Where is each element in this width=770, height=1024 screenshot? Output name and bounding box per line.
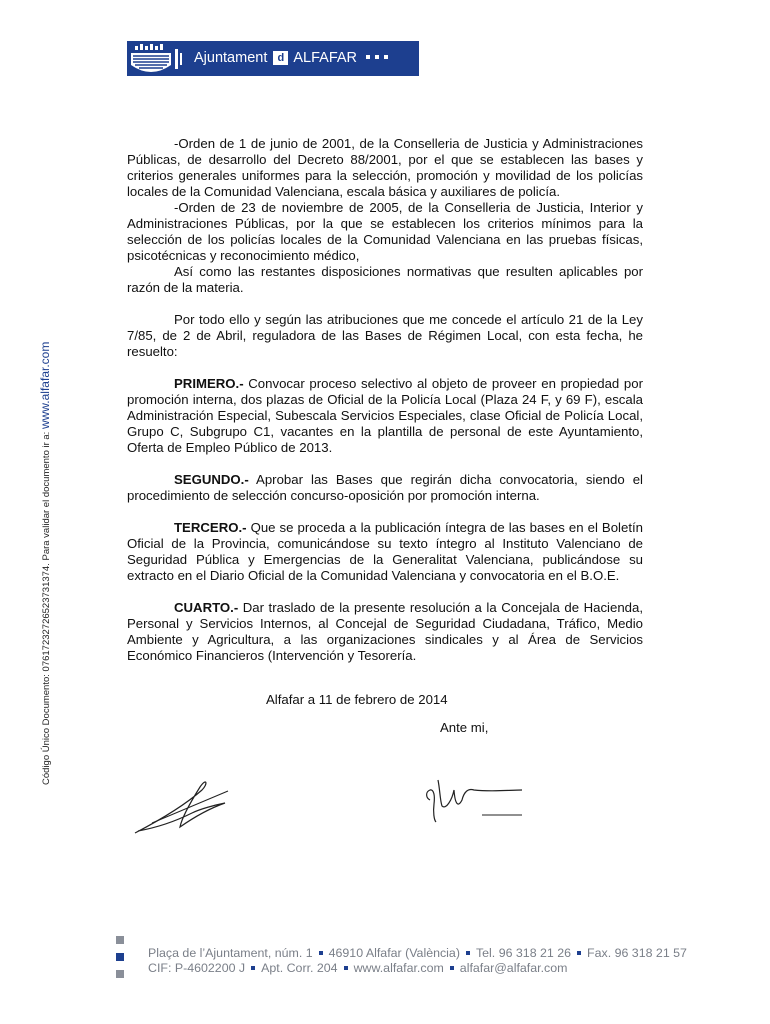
footer-email[interactable]: alfafar@alfafar.com xyxy=(459,961,568,975)
header-banner xyxy=(127,41,419,76)
footer-square-icon xyxy=(116,953,124,961)
brand-right: ALFAFAR xyxy=(293,50,358,66)
footer-city: 46910 Alfafar (València) xyxy=(328,946,460,960)
validation-sidebar xyxy=(38,342,52,785)
paragraph: -Orden de 1 de junio de 2001, de la Conselleria de Justicia y Administraciones Públicas, de desarrollo del Decreto 88/2001, por el que se establecen las bases y criterios generales uniformes para la selección, promoción y movilidad de los policías locales de la Comunidad Valenciana, escala básica y auxiliares de policía. xyxy=(127,136,643,199)
separator-dot-icon xyxy=(251,966,255,970)
ante-mi-label: Ante mi, xyxy=(440,720,489,735)
separator-dot-icon xyxy=(450,966,454,970)
separator-dot-icon xyxy=(344,966,348,970)
separator-dot-icon xyxy=(577,951,581,955)
resolution-label: PRIMERO.- xyxy=(174,376,244,391)
paragraph: Por todo ello y según las atribuciones que me concede el artículo 21 de la Ley 7/85, de 2 de Abril, reguladora de las Bases de Régimen Local, con esta fecha, he resuelto: xyxy=(127,312,643,359)
footer-squares xyxy=(116,936,124,987)
separator-dot-icon xyxy=(319,951,323,955)
brand-left: Ajuntament xyxy=(194,50,268,66)
resolution-label: SEGUNDO.- xyxy=(174,472,249,487)
document-body xyxy=(127,136,643,664)
resolution-primero xyxy=(127,376,643,456)
mayor-signature-icon xyxy=(130,765,240,845)
footer-fax: Fax. 96 318 21 57 xyxy=(587,946,687,960)
square-icon xyxy=(384,55,388,59)
resolution-text: Convocar proceso selectivo al objeto de proveer en propiedad por promoción interna, dos plazas de Oficial de la Policía Local (Plaza 24 F, y 69 F), escala Administración Especial, Subescala Servicios Especiales, clase Oficial de Policía Local, Grupo C, Subgrupo C1, vacantes en la plantilla de personal de este Ayuntamiento, Oferta de Empleo Público de 2013. xyxy=(127,376,643,455)
resolution-cuarto xyxy=(127,600,643,664)
resolution-text: Que se proceda a la publicación íntegra de las bases en el Boletín Oficial de la Provincia, comunicándose su texto íntegro al Instituto Valenciano de Seguridad Pública y Emergencias de la Generalitat Valenciana, publicándose su extracto en el Diario Oficial de la Comunidad Valenciana y convocatoria en el B.O.E. xyxy=(127,520,643,583)
footer-square-icon xyxy=(116,936,124,944)
square-icon xyxy=(366,55,370,59)
secretary-signature-icon xyxy=(422,770,527,825)
footer-address xyxy=(148,946,687,976)
resolution-label: CUARTO.- xyxy=(174,600,239,615)
validation-text: Código Único Documento: 07617232726523731374. Para validar el documento ir a: xyxy=(41,429,52,785)
square-icon xyxy=(375,55,379,59)
signing-date: Alfafar a 11 de febrero de 2014 xyxy=(266,692,448,707)
footer-line-1 xyxy=(148,946,687,961)
footer-apartado: Apt. Corr. 204 xyxy=(261,961,338,975)
paragraph: -Orden de 23 de noviembre de 2005, de la Conselleria de Justicia, Interior y Administraciones Públicas, por la que se establecen los criterios mínimos para la selección de los policías locales de la Comunidad Valenciana en las pruebas físicas, psicotécnicas y reconocimiento médico, xyxy=(127,200,643,263)
footer-square-icon xyxy=(116,970,124,978)
validation-url[interactable]: www.alfafar.com xyxy=(38,341,52,430)
header-title xyxy=(194,50,388,66)
resolution-segundo xyxy=(127,472,643,504)
footer-line-2 xyxy=(148,961,687,976)
brand-mark: d xyxy=(273,51,288,65)
resolution-text: Aprobar las Bases que regirán dicha convocatoria, siendo el procedimiento de selección concurso-oposición por promoción interna. xyxy=(127,472,643,503)
resolution-tercero xyxy=(127,520,643,584)
footer-cif: CIF: P-4602200 J xyxy=(148,961,246,975)
paragraph: Así como las restantes disposiciones normativas que resulten aplicables por razón de la materia. xyxy=(127,264,643,295)
resolution-text: Dar traslado de la presente resolución a la Concejala de Hacienda, Personal y Servicios Internos, al Concejal de Seguridad Ciudadana, Tráfico, Medio Ambiente y Agricultura, a las organizaciones sindicales y al Área de Servicios Económico Financieros (Intervención y Tesorería. xyxy=(127,600,643,663)
coat-of-arms-logo-icon xyxy=(127,41,185,76)
footer-website[interactable]: www.alfafar.com xyxy=(353,961,444,975)
footer-address-text: Plaça de l’Ajuntament, núm. 1 xyxy=(148,946,313,960)
separator-dot-icon xyxy=(466,951,470,955)
footer-phone: Tel. 96 318 21 26 xyxy=(475,946,572,960)
resolution-label: TERCERO.- xyxy=(174,520,247,535)
